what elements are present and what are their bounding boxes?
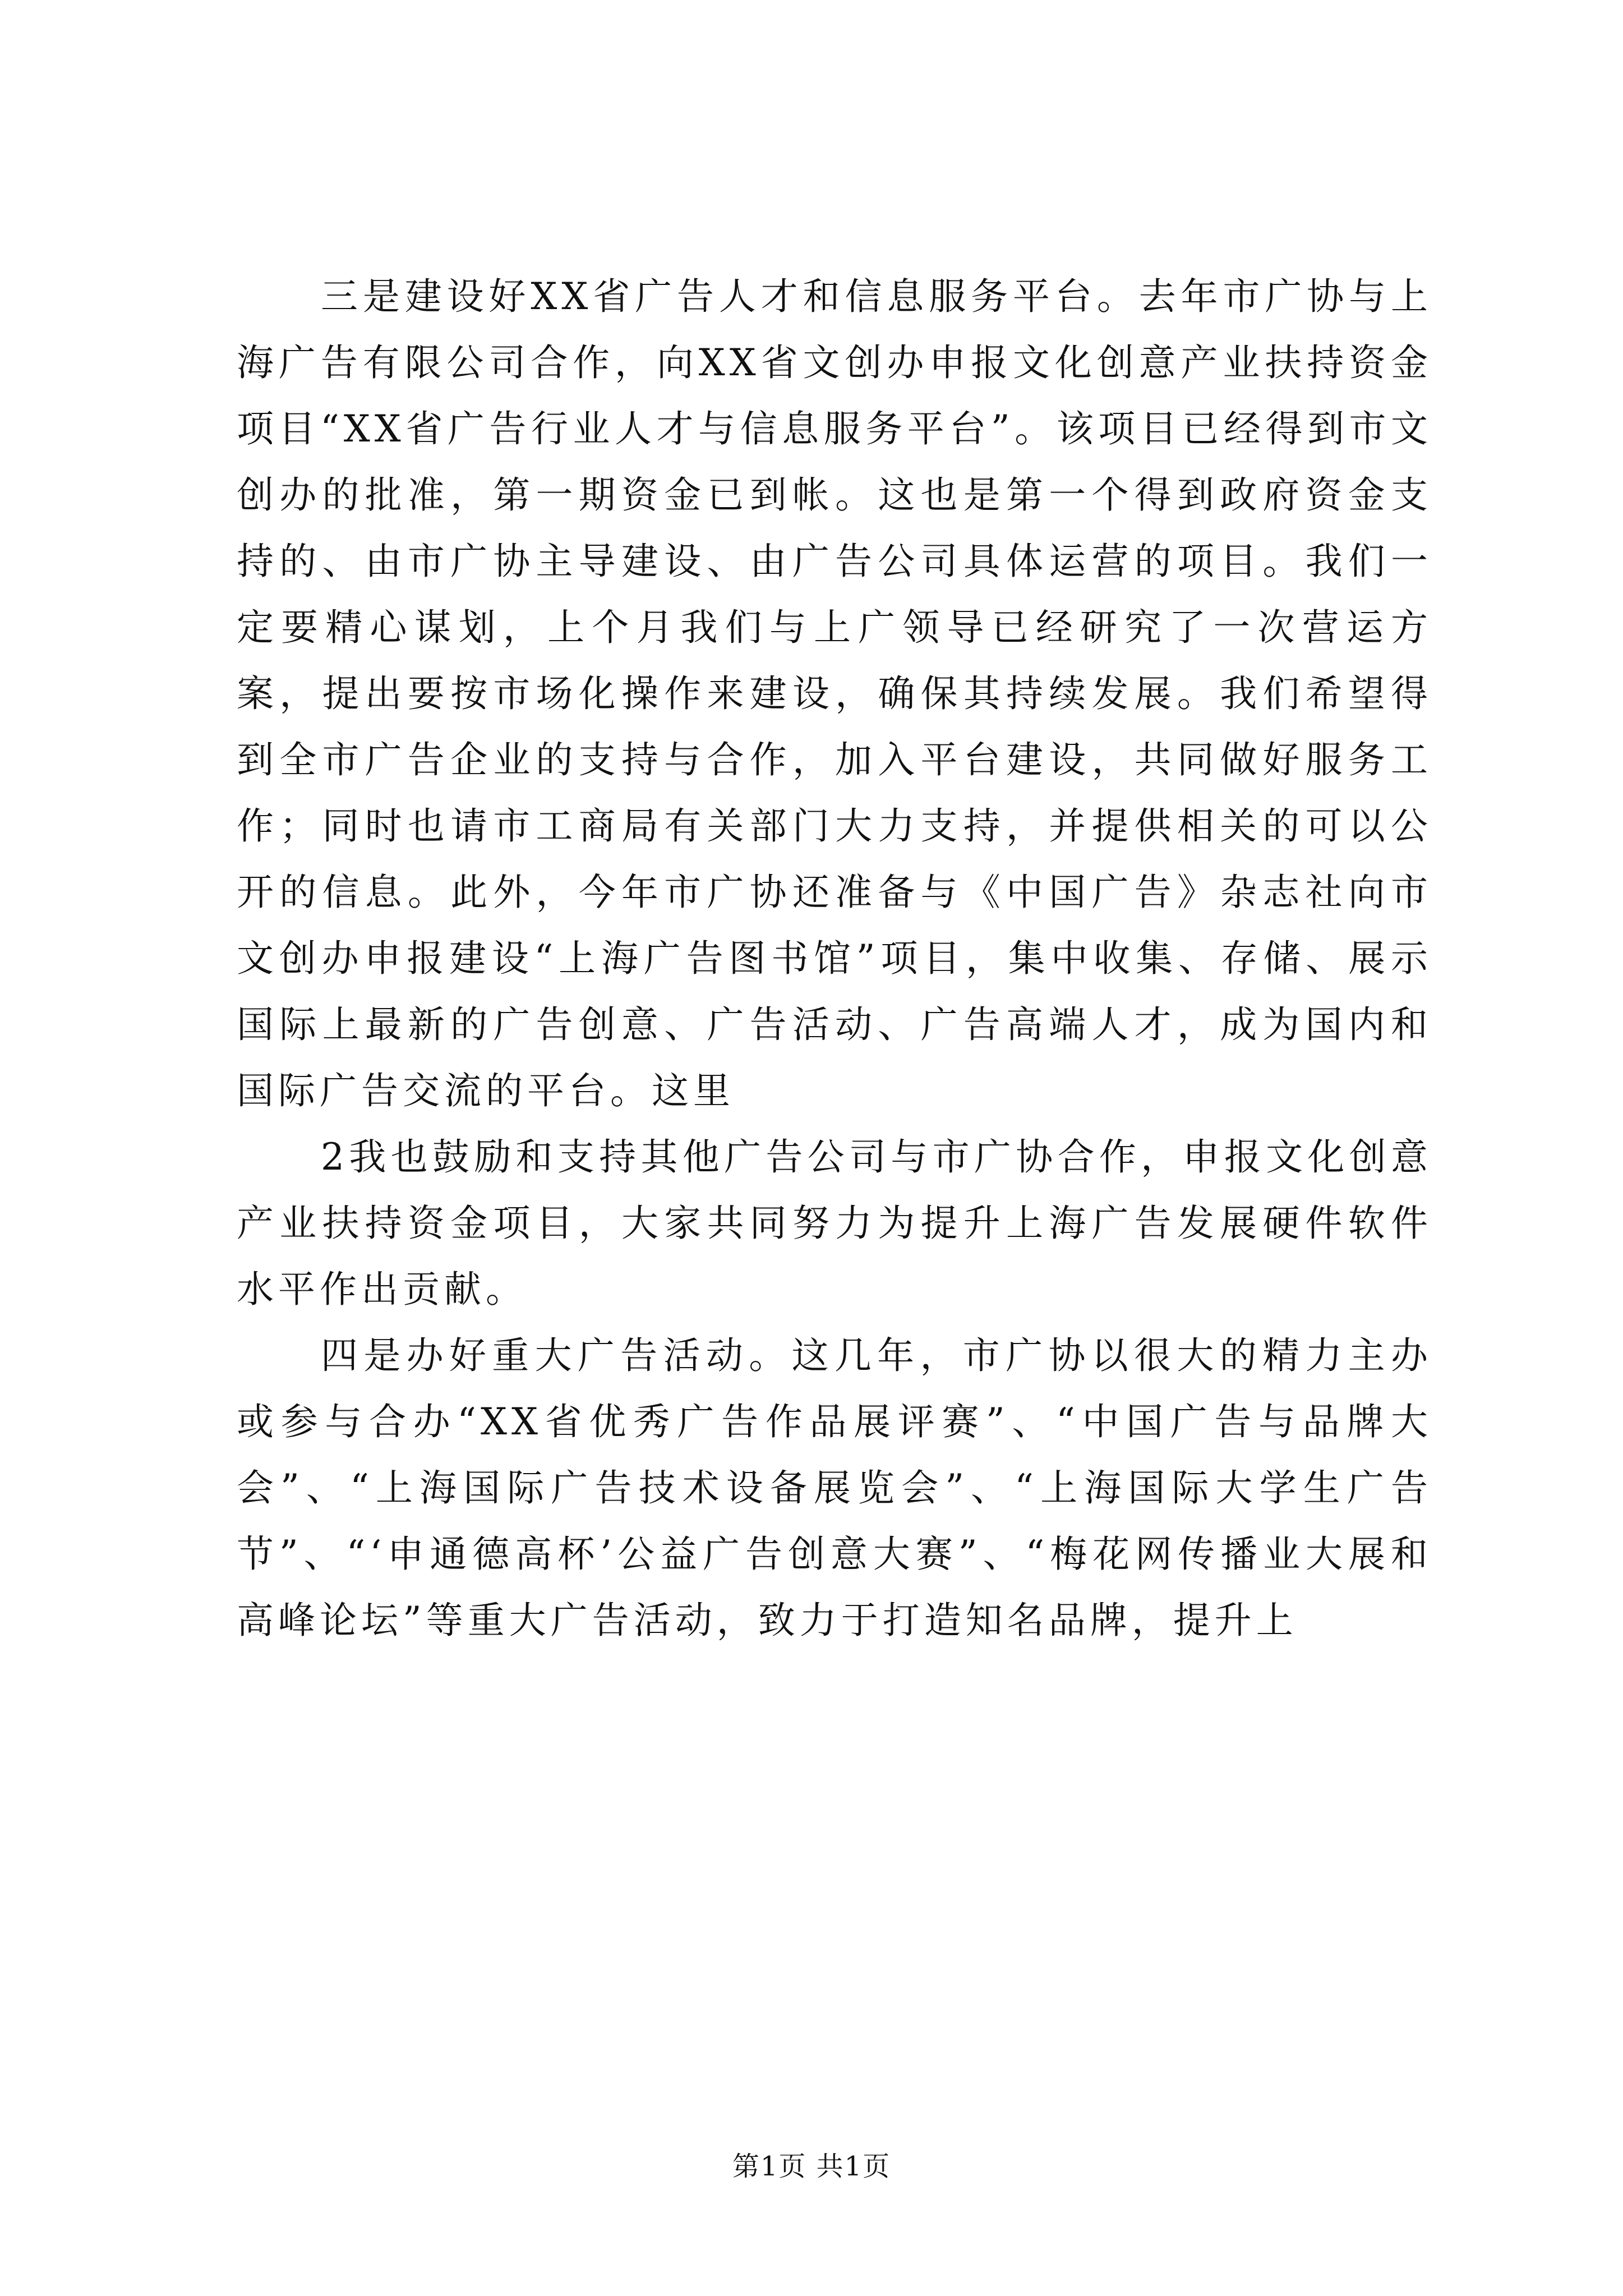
paragraph-platform: 三是建设好XX省广告人才和信息服务平台。去年市广协与上海广告有限公司合作，向XX省文创办申报文化创意产业扶持资金项目“XX省广告行业人才与信息服务平台”。该项目已经得到市文创办的批准，第一期资金已到帐。这也是第一个得到政府资金支持的、由市广协主导建设、由广告公司具体运营的项目。我们一定要精心谋划，上个月我们与上广领导已经研究了一次营运方案，提出要按市场化操作来建设，确保其持续发展。我们希望得到全市广告企业的支持与合作，加入平台建设，共同做好服务工作；同时也请市工商局有关部门大力支持，并提供相关的可以公开的信息。此外，今年市广协还准备与《中国广告》杂志社向市文创办申报建设“上海广告图书馆”项目，集中收集、存储、展示国际上最新的广告创意、广告活动、广告高端人才，成为国内和国际广告交流的平台。这里 [237, 275, 1432, 1112]
body-text [237, 264, 1432, 1654]
page-footer: 第1页 共1页 [732, 2151, 891, 2182]
paragraph-support: 2我也鼓励和支持其他广告公司与市广协合作，申报文化创意产业扶持资金项目，大家共同努力为提升上海广告发展硬件软件水平作出贡献。 [237, 1135, 1432, 1311]
paragraph-events: 四是办好重大广告活动。这几年，市广协以很大的精力主办或参与合办“XX省优秀广告作品展评赛”、“中国广告与品牌大会”、“上海国际广告技术设备展览会”、“上海国际大学生广告节”、“‘申通德高杯’公益广告创意大赛”、“梅花网传播业大展和高峰论坛”等重大广告活动，致力于打造知名品牌，提升上 [237, 1334, 1432, 1642]
